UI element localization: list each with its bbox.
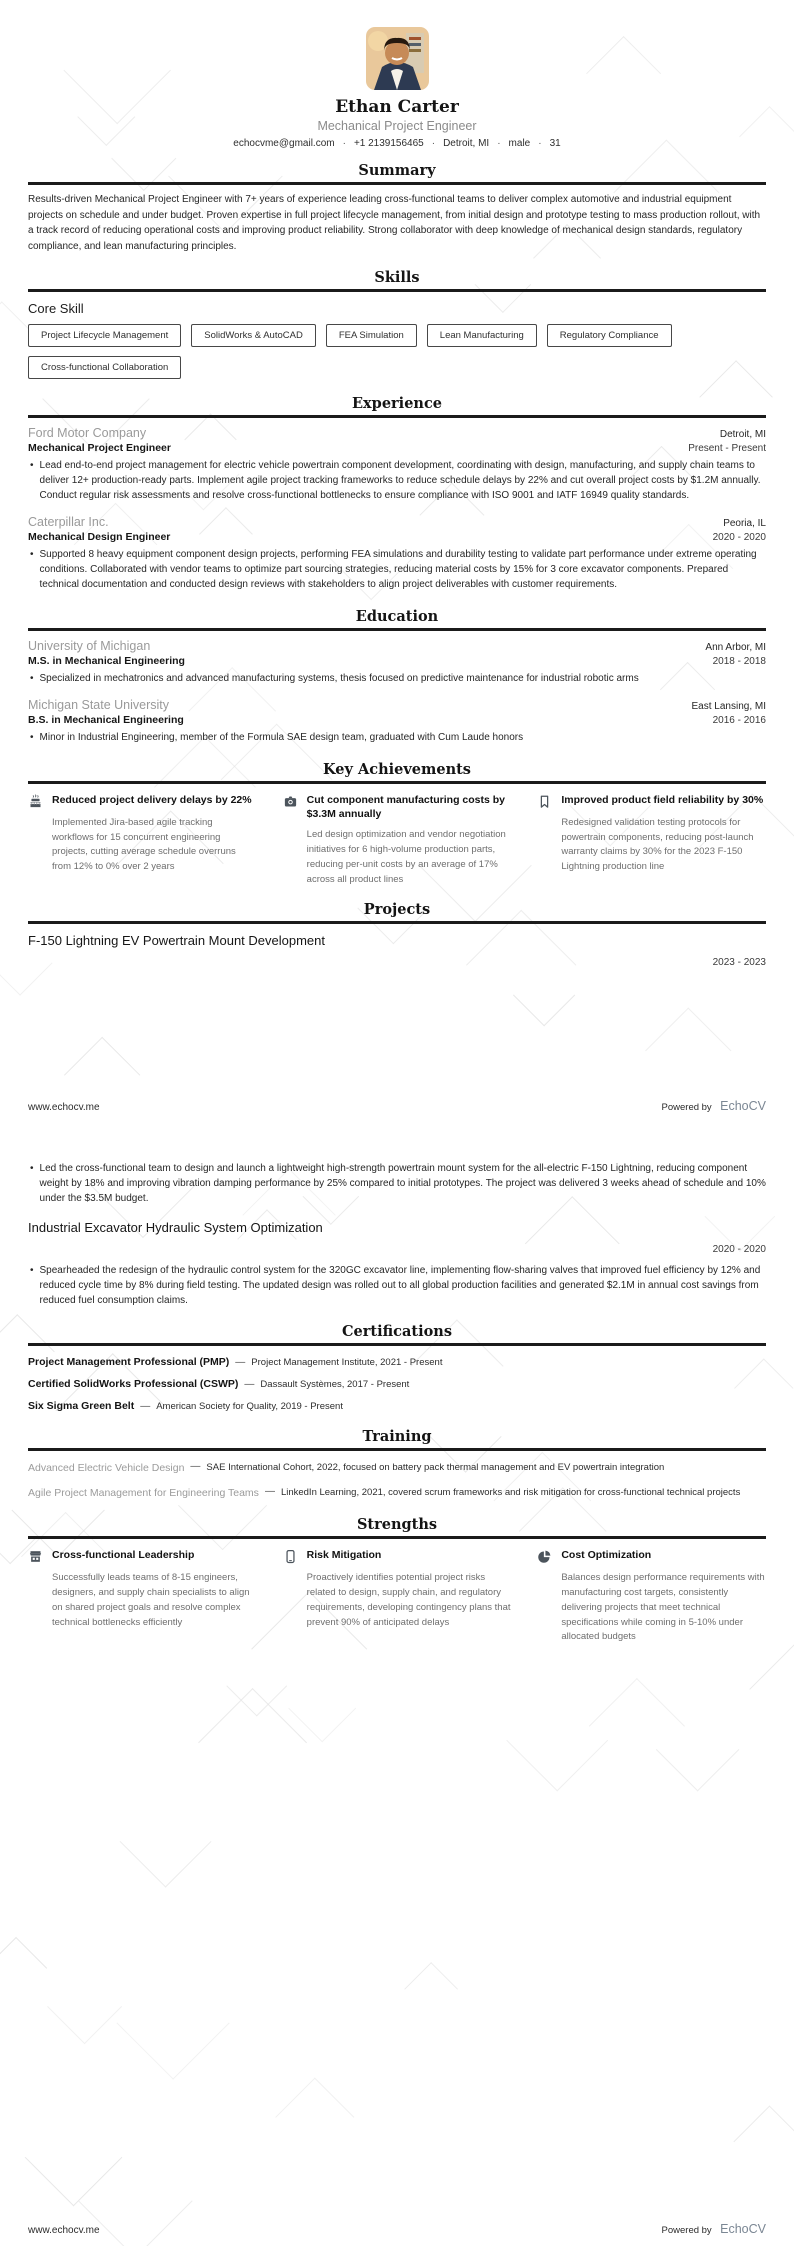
dash-separator: —	[244, 1379, 255, 1390]
certification-details: American Society for Quality, 2019 - Present	[156, 1401, 343, 1412]
project-dates: 2023 - 2023	[712, 957, 766, 969]
site-link[interactable]: www.echocv.me	[28, 1102, 100, 1113]
summary-text: Results-driven Mechanical Project Engineer with 7+ years of experience leading cross-functional teams to deliver complex automotive and industrial equipment projects on schedule and under budget. Proven expertise in full project lifecycle management, from initial design and prototype testing to mass production rollout, with a track record of reducing operational costs and improving product reliability. Strong collaborator with deep knowledge of mechanical design standards, regulatory compliance, and lean manufacturing principles.	[28, 194, 761, 252]
section-divider	[28, 628, 766, 631]
strength-title: Cross-functional Leadership	[52, 1549, 195, 1562]
contact-age: 31	[549, 138, 561, 149]
strength-card	[283, 1548, 512, 1645]
strength-card	[537, 1548, 766, 1645]
degree-title: M.S. in Mechanical Engineering	[28, 655, 185, 667]
achievement-title: Cut component manufacturing costs by $3.3M annually	[306, 794, 506, 821]
section-divider	[28, 781, 766, 784]
training-details: LinkedIn Learning, 2021, covered scrum frameworks and risk mitigation for cross-functional technical projects	[280, 1486, 741, 1498]
project-bullet: Spearheaded the redesign of the hydraulic control system for the 320GC excavator line, implementing flow-sharing valves that improved fuel efficiency by 12% and reduced cycle time by 8% during field testing. The updated design was rolled out to all global production facilities and generated $2.1M in annual cost savings from reduced fuel consumption claims.	[39, 1265, 761, 1306]
company-location: Detroit, MI	[719, 429, 766, 440]
bullet-marker: •	[30, 673, 34, 684]
education-item	[28, 639, 766, 686]
bullet-marker: •	[30, 1265, 34, 1276]
project-name: F-150 Lightning EV Powertrain Mount Development	[28, 933, 325, 949]
section-heading-achievements: Key Achievements	[323, 761, 471, 778]
projects-section	[28, 901, 766, 968]
job-title: Mechanical Project Engineer	[28, 442, 171, 454]
echocv-brand-link[interactable]: EchoCV	[720, 1099, 766, 1113]
strength-title: Risk Mitigation	[306, 1549, 382, 1562]
skill-chip: FEA Simulation	[326, 324, 417, 347]
section-heading-experience: Experience	[351, 395, 443, 412]
experience-item	[28, 515, 766, 592]
education-section	[28, 608, 766, 745]
training-item	[28, 1461, 766, 1476]
strength-title: Cost Optimization	[561, 1549, 652, 1562]
degree-dates: 2016 - 2016	[712, 715, 766, 726]
profile-photo	[366, 27, 429, 90]
section-heading-summary: Summary	[358, 162, 436, 179]
achievement-description: Led design optimization and vendor negotiation initiatives for 6 high-volume production parts, reducing per-unit costs by an average of 17% across all product lines	[306, 829, 506, 885]
section-heading-skills: Skills	[374, 269, 420, 286]
strength-card	[28, 1548, 257, 1645]
bullet-marker: •	[30, 549, 34, 560]
project-bullet: Led the cross-functional team to design and launch a lightweight high-strength powertrain mount system for the all-electric F-150 Lightning, reducing component weight by 18% and improving vibration damping performance by 25% compared to initial prototypes. The project was delivered 3 weeks ahead of schedule and 10% under the $3.5M budget.	[39, 1163, 766, 1204]
skill-chip: Cross-functional Collaboration	[28, 356, 181, 379]
bullet-marker: •	[30, 732, 34, 743]
section-heading-projects: Projects	[363, 901, 431, 919]
job-title: Mechanical Design Engineer	[28, 531, 171, 543]
site-link[interactable]: www.echocv.me	[28, 2225, 100, 2236]
training-name: Advanced Electric Vehicle Design	[28, 1462, 185, 1474]
skill-chip: SolidWorks & AutoCAD	[191, 324, 316, 347]
powered-by-label: Powered by	[661, 1102, 712, 1113]
storefront-icon	[28, 1549, 43, 1564]
bookmark-icon	[537, 794, 552, 809]
skill-chip: Lean Manufacturing	[427, 324, 537, 347]
certification-item	[28, 1378, 766, 1390]
dot-separator: ·	[431, 138, 436, 149]
job-dates: 2020 - 2020	[712, 532, 766, 543]
skill-chip: Regulatory Compliance	[547, 324, 672, 347]
experience-item	[28, 426, 766, 503]
dot-separator: ·	[497, 138, 501, 149]
pie-chart-icon	[537, 1549, 552, 1564]
dash-separator: —	[264, 1485, 275, 1497]
school-location: East Lansing, MI	[691, 701, 766, 712]
achievement-card	[283, 793, 512, 887]
section-heading-strengths: Strengths	[356, 1516, 438, 1534]
degree-title: B.S. in Mechanical Engineering	[28, 714, 184, 726]
company-name: Ford Motor Company	[28, 426, 147, 440]
candidate-title: Mechanical Project Engineer	[317, 119, 477, 133]
certification-item	[28, 1400, 766, 1412]
achievement-description: Redesigned validation testing protocols for powertrain components, reducing post-launch warranty claims by 30% for the 2023 F-150 Lightning production line	[561, 817, 754, 873]
section-divider	[28, 289, 766, 292]
phone-icon	[283, 1549, 298, 1564]
section-heading-training: Training	[362, 1428, 432, 1445]
school-name: University of Michigan	[28, 639, 151, 653]
skill-chip: Project Lifecycle Management	[28, 324, 181, 347]
education-bullet: Minor in Industrial Engineering, member of the Formula SAE design team, graduated with Cum Laude honors	[39, 732, 524, 743]
education-bullet: Specialized in mechatronics and advanced manufacturing systems, thesis focused on predictive maintenance for industrial robotic arms	[39, 673, 639, 684]
education-item	[28, 698, 766, 745]
experience-bullet: Supported 8 heavy equipment component design projects, performing FEA simulations and durability testing to validate part performance under extreme operating conditions. Collaborated with vendor teams to optimize part sourcing strategies, reducing material costs by 15% for 3 core excavator components. Prepared technical documentation and conducted design reviews with stakeholders to align project deliverables with customer requirements.	[39, 549, 757, 590]
achievement-card	[537, 793, 766, 887]
contact-gender: male	[508, 138, 531, 149]
contact-phone: +1 2139156465	[353, 138, 424, 149]
strength-description: Balances design performance requirements with manufacturing cost targets, consistently delivering projects that meet technical specifications while coming in 5-10% under allocated budgets	[561, 1572, 765, 1643]
certifications-section	[28, 1323, 766, 1412]
certification-name: Six Sigma Green Belt	[28, 1400, 135, 1412]
training-item	[28, 1486, 766, 1501]
strength-description: Successfully leads teams of 8-15 engineers, designers, and supply chain specialists to align on shared project goals and resolve complex technical bottlenecks efficiently	[52, 1572, 250, 1628]
camera-icon	[283, 794, 298, 809]
resume-page-2	[0, 1123, 794, 2246]
project-item	[28, 1161, 766, 1206]
summary-section	[28, 162, 766, 254]
experience-section	[28, 395, 766, 592]
achievement-description: Implemented Jira-based agile tracking workflows for 15 concurrent engineering projects, cutting average schedule overruns from 12% to 0% over 2 years	[52, 817, 236, 873]
training-details: SAE International Cohort, 2022, focused on battery pack thermal management and EV powertrain integration	[206, 1462, 665, 1473]
school-location: Ann Arbor, MI	[705, 642, 766, 653]
section-divider	[28, 1448, 766, 1451]
section-heading-education: Education	[355, 608, 439, 625]
achievement-card	[28, 793, 257, 887]
achievements-section	[28, 761, 766, 887]
certification-name: Project Management Professional (PMP)	[28, 1356, 230, 1368]
cake-icon	[28, 794, 43, 809]
powered-by-label: Powered by	[661, 2225, 712, 2236]
achievement-title: Improved product field reliability by 30%	[561, 794, 764, 806]
project-item	[28, 1220, 766, 1308]
section-heading-certifications: Certifications	[342, 1323, 452, 1340]
strengths-section	[28, 1516, 766, 1645]
degree-dates: 2018 - 2018	[712, 656, 766, 667]
contact-line	[28, 138, 766, 149]
experience-bullet: Lead end-to-end project management for electric vehicle powertrain component development, coordinating with design, manufacturing, and supply chain teams to deliver 12+ production-ready parts. Implement agile project tracking frameworks to reduce schedule delays by 22% and cut overall project costs by $1.2M annually. Conduct regular risk assessments and resolve cross-functional bottlenecks to ensure compliance with ISO 9001 and IATF 16949 quality standards.	[39, 460, 761, 501]
dot-separator: ·	[538, 138, 542, 149]
skills-group-label: Core Skill	[28, 301, 84, 316]
project-name: Industrial Excavator Hydraulic System Optimization	[28, 1220, 323, 1235]
dot-separator: ·	[342, 138, 346, 149]
certification-item	[28, 1356, 766, 1368]
contact-email: echocvme@gmail.com	[233, 138, 335, 149]
skills-chip-list	[28, 324, 766, 379]
certification-name: Certified SolidWorks Professional (CSWP)	[28, 1378, 239, 1390]
achievement-title: Reduced project delivery delays by 22%	[52, 794, 252, 806]
dash-separator: —	[235, 1357, 246, 1368]
page-footer	[28, 2220, 766, 2238]
section-divider	[28, 921, 766, 924]
certification-details: Project Management Institute, 2021 - Present	[251, 1357, 443, 1368]
contact-location: Detroit, MI	[443, 138, 490, 149]
echocv-brand-link[interactable]: EchoCV	[720, 2222, 766, 2236]
page-footer	[28, 1097, 766, 1115]
dash-separator: —	[190, 1461, 201, 1472]
project-dates: 2020 - 2020	[712, 1244, 766, 1255]
bullet-marker: •	[30, 460, 34, 471]
company-location: Peoria, IL	[723, 518, 766, 529]
skills-section	[28, 269, 766, 379]
bullet-marker: •	[30, 1163, 34, 1174]
resume-header	[28, 0, 766, 149]
section-divider	[28, 182, 766, 185]
certification-details: Dassault Systèmes, 2017 - Present	[260, 1379, 410, 1390]
strength-description: Proactively identifies potential project risks related to design, supply chain, and regulatory requirements, developing contingency plans that prevent 90% of anticipated delays	[306, 1572, 511, 1628]
job-dates: Present - Present	[688, 443, 766, 454]
candidate-name: Ethan Carter	[335, 97, 459, 117]
training-name: Agile Project Management for Engineering Teams	[28, 1486, 259, 1499]
dash-separator: —	[140, 1401, 151, 1412]
company-name: Caterpillar Inc.	[28, 515, 109, 529]
training-section	[28, 1428, 766, 1500]
school-name: Michigan State University	[28, 698, 170, 712]
section-divider	[28, 1536, 766, 1539]
section-divider	[28, 415, 766, 418]
section-divider	[28, 1343, 766, 1346]
